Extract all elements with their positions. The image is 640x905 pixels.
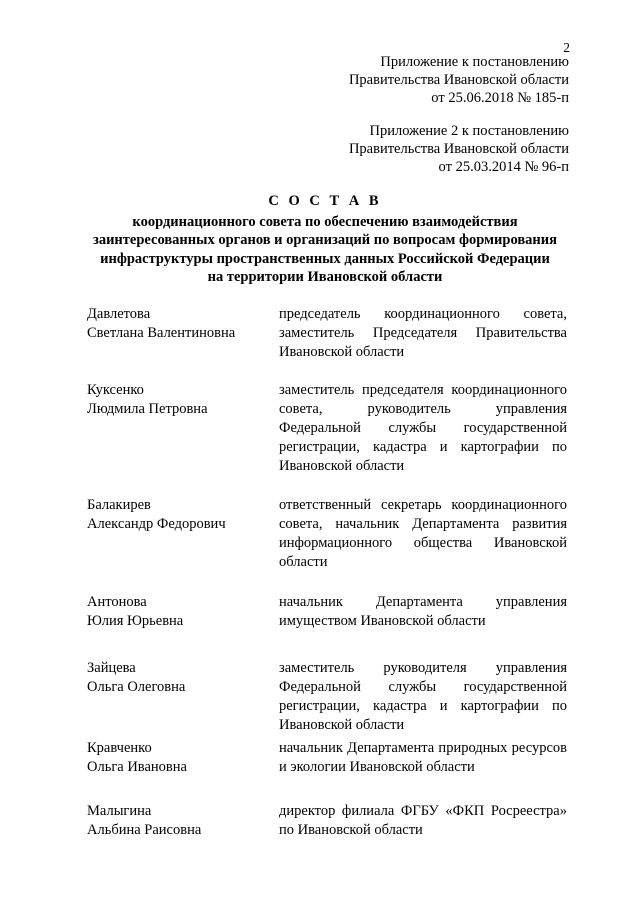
appendix-line: Приложение к постановлению (380, 54, 569, 70)
member-name (87, 659, 272, 697)
member-given-names: Ольга Олеговна (87, 679, 186, 695)
appendix-note-original (349, 122, 569, 176)
member-name (87, 381, 272, 419)
title-line: координационного совета по обеспечению взаимодействия (132, 213, 518, 230)
member-role: начальник Департамента природных ресурсов и экологии Ивановской области (279, 740, 567, 775)
title-line: на территории Ивановской области (207, 269, 443, 285)
member-name (87, 305, 272, 343)
member-role: начальник Департамента управления имуществом Ивановской области (279, 594, 567, 629)
appendix-line: от 25.06.2018 № 185-п (431, 90, 569, 106)
appendix-line: Правительства Ивановской области (348, 72, 569, 88)
member-given-names: Юлия Юрьевна (87, 613, 184, 629)
member-given-names: Ольга Ивановна (87, 759, 187, 775)
member-surname: Давлетова (87, 306, 151, 322)
member-given-names: Людмила Петровна (87, 401, 208, 417)
member-surname: Антонова (87, 594, 147, 610)
appendix-note-current (349, 53, 569, 107)
member-role: председатель координационного совета, заместитель Председателя Правительства Ивановской области (279, 306, 567, 360)
member-surname: Малыгина (87, 803, 152, 819)
page-number: 2 (563, 40, 570, 55)
member-given-names: Альбина Раисовна (87, 822, 202, 838)
member-name (87, 496, 272, 534)
member-name (87, 802, 272, 840)
member-surname: Зайцева (87, 660, 136, 676)
member-given-names: Светлана Валентиновна (87, 325, 236, 341)
member-surname: Балакирев (87, 497, 151, 513)
document-title (60, 192, 590, 287)
title-heading: С О С Т А В (268, 193, 382, 209)
member-name (87, 593, 272, 631)
title-line: заинтересованных органов и организаций по вопросам формирования (93, 232, 557, 248)
member-role: директор филиала ФГБУ «ФКП Росреестра» по Ивановской области (279, 803, 567, 838)
member-given-names: Александр Федорович (87, 516, 226, 532)
appendix-line: Приложение 2 к постановлению (369, 123, 569, 139)
appendix-line: Правительства Ивановской области (348, 141, 569, 157)
title-line: инфраструктуры пространственных данных Российской Федерации (100, 250, 550, 267)
member-role: заместитель руководителя управления Федеральной службы государственной регистрации, кадастра и картографии по Ивановской области (279, 660, 567, 733)
member-surname: Куксенко (87, 382, 144, 398)
member-name (87, 739, 272, 777)
appendix-line: от 25.03.2014 № 96-п (438, 159, 569, 175)
member-role: ответственный секретарь координационного совета, начальник Департамента развития информационного общества Ивановской области (279, 497, 567, 570)
member-role: заместитель председателя координационного совета, руководитель управления Федеральной службы государственной регистрации, кадастра и картографии по Ивановской области (279, 382, 567, 474)
member-surname: Кравченко (87, 740, 152, 756)
